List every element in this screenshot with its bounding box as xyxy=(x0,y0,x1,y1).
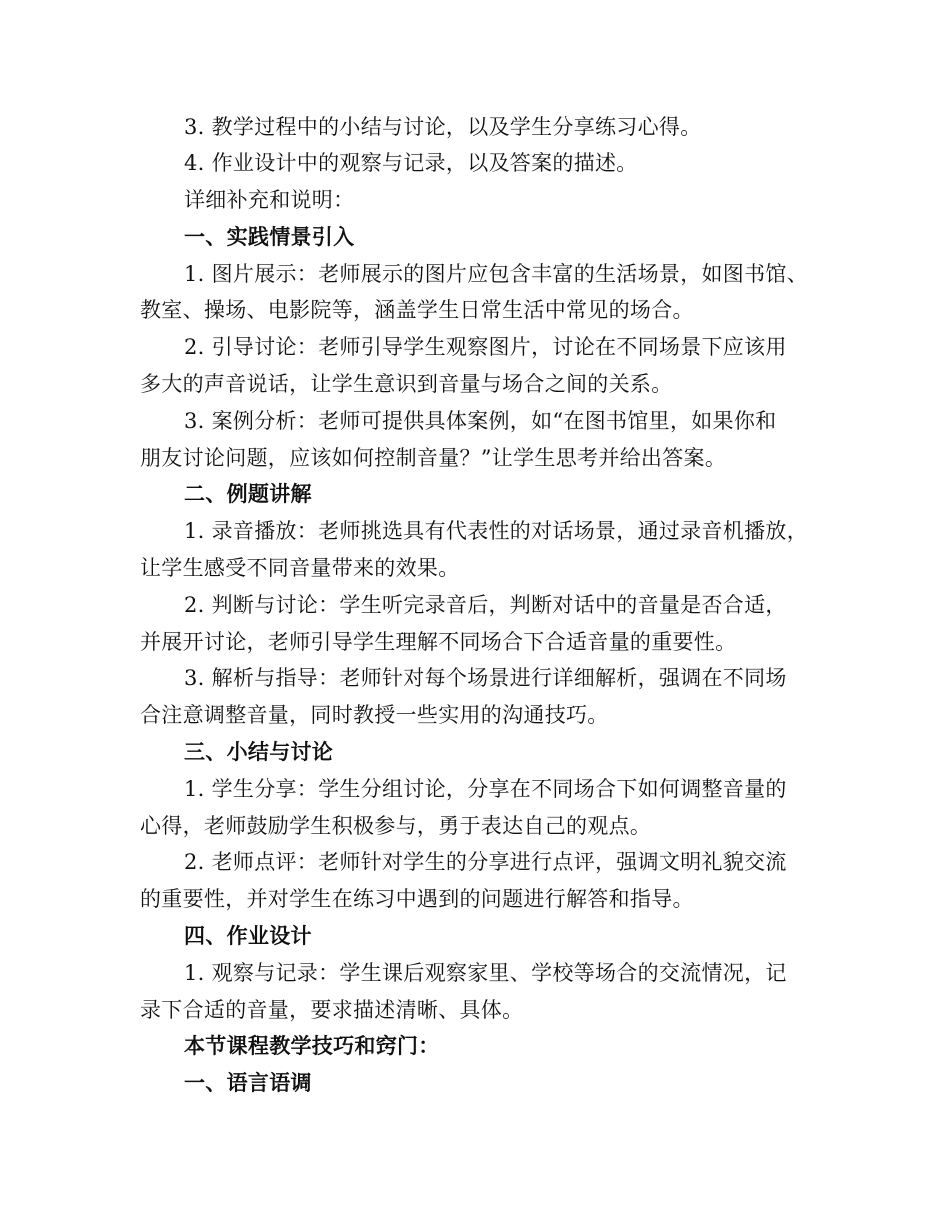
paragraph-line: 合注意调整音量，同时教授一些实用的沟通技巧。 xyxy=(140,703,609,727)
section-heading: 三、小结与讨论 xyxy=(184,739,334,764)
paragraph-line: 心得，老师鼓励学生积极参与，勇于表达自己的观点。 xyxy=(140,814,652,838)
paragraph-line: 1. 录音播放：老师挑选具有代表性的对话场景，通过录音机播放， xyxy=(184,519,809,543)
paragraph-line: 3. 教学过程中的小结与讨论，以及学生分享练习心得。 xyxy=(184,115,702,139)
paragraph-line: 1. 图片展示：老师展示的图片应包含丰富的生活场景，如图书馆、 xyxy=(184,262,809,286)
paragraph-line: 详细补充和说明： xyxy=(184,188,355,212)
paragraph-line: 1. 学生分享：学生分组讨论，分享在不同场合下如何调整音量的 xyxy=(184,777,787,801)
section-heading: 四、作业设计 xyxy=(184,923,312,948)
paragraph-line: 4. 作业设计中的观察与记录，以及答案的描述。 xyxy=(184,151,638,175)
paragraph-line: 3. 案例分析：老师可提供具体案例，如“在图书馆里，如果你和 xyxy=(184,409,777,433)
paragraph-line: 录下合适的音量，要求描述清晰、具体。 xyxy=(140,998,524,1022)
paragraph-line: 2. 判断与讨论：学生听完录音后，判断对话中的音量是否合适， xyxy=(184,593,787,617)
paragraph-line: 2. 老师点评：老师针对学生的分享进行点评，强调文明礼貌交流 xyxy=(184,850,787,874)
section-heading: 二、例题讲解 xyxy=(184,481,312,506)
paragraph-line: 的重要性，并对学生在练习中遇到的问题进行解答和指导。 xyxy=(140,887,694,911)
section-heading: 一、语言语调 xyxy=(184,1070,312,1095)
paragraph-line: 让学生感受不同音量带来的效果。 xyxy=(140,556,460,580)
paragraph-line: 3. 解析与指导：老师针对每个场景进行详细解析，强调在不同场 xyxy=(184,666,787,690)
paragraph-line: 2. 引导讨论：老师引导学生观察图片，讨论在不同场景下应该用 xyxy=(184,335,787,359)
section-heading: 一、实践情景引入 xyxy=(184,224,355,249)
paragraph-line: 朋友讨论问题，应该如何控制音量？”让学生思考并给出答案。 xyxy=(140,446,727,470)
paragraph-line: 多大的声音说话，让学生意识到音量与场合之间的关系。 xyxy=(140,372,673,396)
section-heading: 本节课程教学技巧和窍门： xyxy=(184,1033,440,1058)
paragraph-line: 教室、操场、电影院等，涵盖学生日常生活中常见的场合。 xyxy=(140,298,694,322)
paragraph-line: 1. 观察与记录：学生课后观察家里、学校等场合的交流情况，记 xyxy=(184,961,787,985)
paragraph-line: 并展开讨论，老师引导学生理解不同场合下合适音量的重要性。 xyxy=(140,630,737,654)
